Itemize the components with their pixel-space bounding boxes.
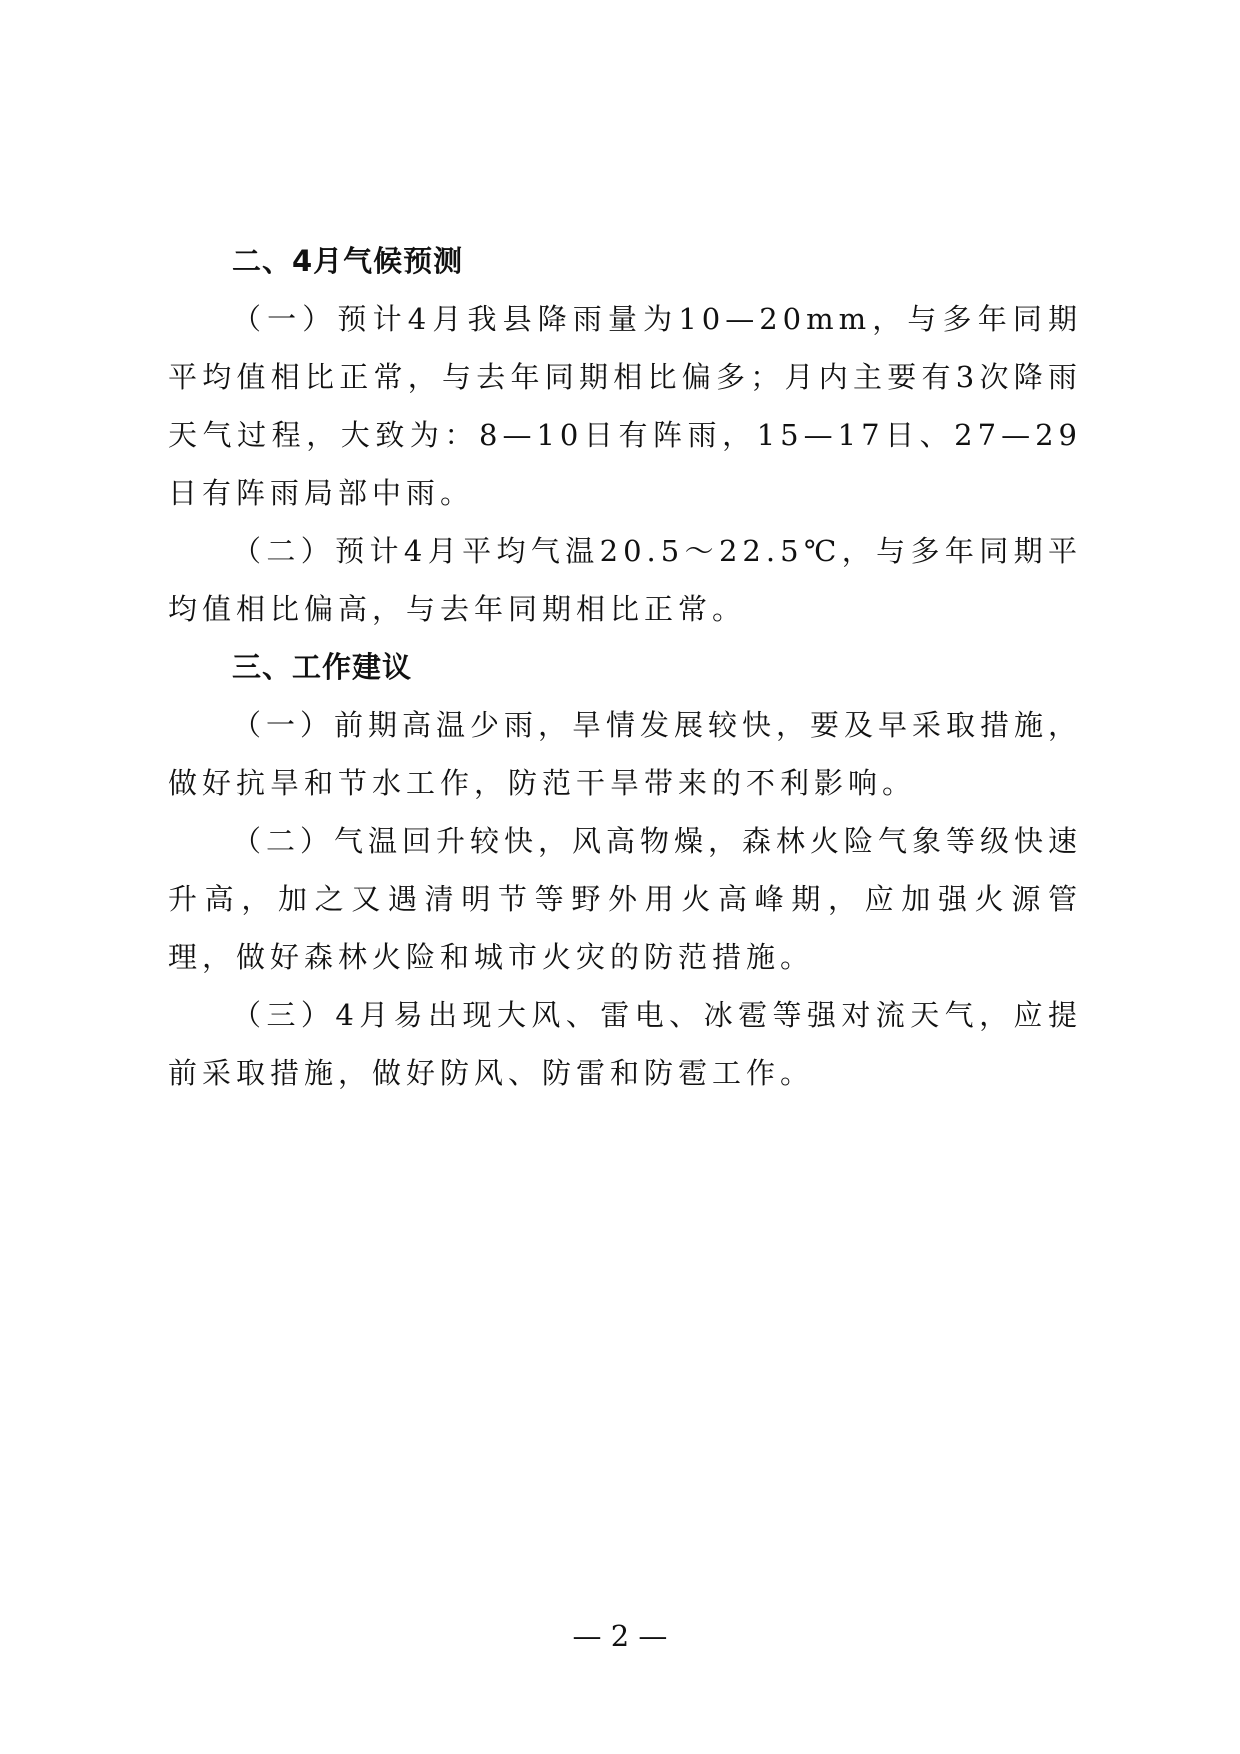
section-heading-work-suggestions: 三、工作建议 — [232, 650, 413, 684]
paragraph-severe-weather-suggestion: （三）4月易出现大风、雷电、冰雹等强对流天气，应提前采取措施，做好防风、防雷和防雹工作。 — [168, 998, 1082, 1090]
page-number: — 2 — — [572, 1619, 668, 1653]
document-body — [168, 232, 1082, 1102]
section-heading-climate-forecast: 二、4月气候预测 — [232, 244, 464, 278]
paragraph-fire-suggestion: （二）气温回升较快，风高物燥，森林火险气象等级快速升高，加之又遇清明节等野外用火高峰期，应加强火源管理，做好森林火险和城市火灾的防范措施。 — [168, 824, 1083, 974]
paragraph-rainfall-forecast: （一）预计4月我县降雨量为10—20mm，与多年同期平均值相比正常，与去年同期相比偏多；月内主要有3次降雨天气过程，大致为：8—10日有阵雨，15—17日、27—29日有阵雨局部中雨。 — [168, 302, 1082, 510]
paragraph-drought-suggestion: （一）前期高温少雨，旱情发展较快，要及早采取措施，做好抗旱和节水工作，防范干旱带来的不利影响。 — [168, 708, 1083, 800]
paragraph-temperature-forecast: （二）预计4月平均气温20.5～22.5℃，与多年同期平均值相比偏高，与去年同期相比正常。 — [168, 534, 1082, 626]
